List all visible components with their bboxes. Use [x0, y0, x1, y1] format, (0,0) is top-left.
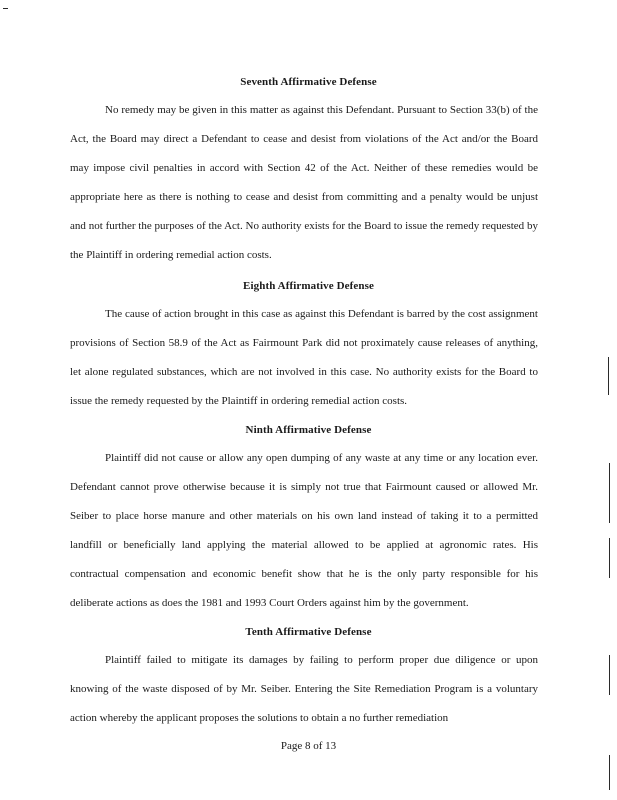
section-body-seventh: No remedy may be given in this matter as against this Defendant. Pursuant to Section 33(b) of the Act, the Board may direct a Defendant to cease and desist from violations of the Act and/or the Board may impose civil penalties in accord with Section 42 of the Act. Neither of these remedies would be appropriate here as there is nothing to cease and desist from committing and a penalty would be unjust and not further the purposes of the Act. No authority exists for the Board to issue the remedy requested by the Plaintiff in ordering remedial action costs. — [70, 104, 538, 261]
section-heading-tenth: Tenth Affirmative Defense — [245, 626, 372, 638]
section-heading-seventh: Seventh Affirmative Defense — [240, 76, 377, 88]
scan-artifact — [609, 755, 610, 790]
scan-artifact — [3, 8, 8, 9]
scan-artifact — [609, 655, 610, 695]
section-body-eighth: The cause of action brought in this case as against this Defendant is barred by the cost assignment provisions of Section 58.9 of the Act as Fairmount Park did not proximately cause releases of anything, let alone regulated substances, which are not involved in this case. No authority exists for the Board to issue the remedy requested by the Plaintiff in ordering remedial action costs. — [70, 308, 538, 407]
scan-artifact — [609, 538, 610, 578]
section-body-ninth: Plaintiff did not cause or allow any open dumping of any waste at any time or any location ever. Defendant cannot prove otherwise because it is simply not true that Fairmount caused or allowed Mr. Seiber to place horse manure and other materials on his own land instead of taking it to a permitted landfill or beneficially land applying the material allowed to be applied at agronomic rates. His contractual compensation and economic benefit show that he is the only party responsible for his deliberate actions as does the 1981 and 1993 Court Orders against him by the government. — [70, 452, 538, 609]
section-heading-ninth: Ninth Affirmative Defense — [245, 424, 372, 436]
scan-artifact — [609, 463, 610, 523]
section-body-tenth: Plaintiff failed to mitigate its damages by failing to perform proper due diligence or upon knowing of the waste disposed of by Mr. Seiber. Entering the Site Remediation Program is a voluntary action whereby the applicant proposes the solutions to obtain a no further remediation — [70, 654, 538, 724]
page-number-footer: Page 8 of 13 — [280, 740, 337, 752]
section-heading-eighth: Eighth Affirmative Defense — [243, 280, 374, 292]
scan-artifact — [608, 357, 609, 395]
